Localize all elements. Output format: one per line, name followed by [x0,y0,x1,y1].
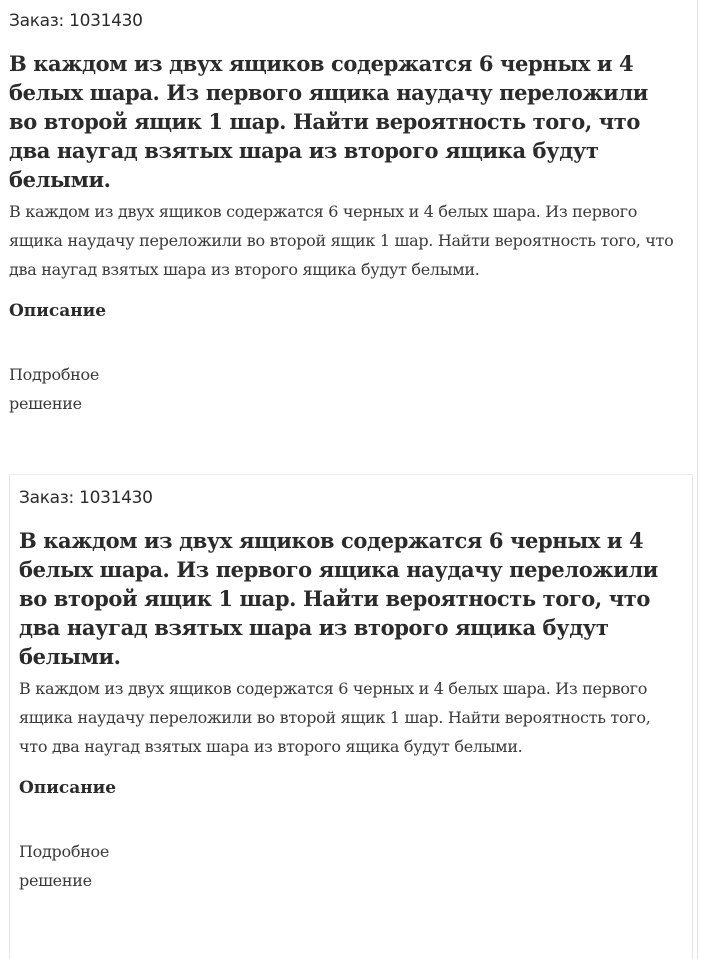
order-card [9,474,693,959]
task-title: В каждом из двух ящиков содержатся 6 черных и 4 белых шара. Из первого ящика наудачу переложили во второй ящик 1 шар. Найти вероятность того, что два наугад взятых шара из второго ящика будут белыми. [19,528,658,669]
task-text: В каждом из двух ящиков содержатся 6 черных и 4 белых шара. Из первого ящика наудачу переложили во второй ящик 1 шар. Найти вероятность того, что два наугад взятых шара из второго ящика будут белыми. [19,679,651,756]
description-heading: Описание [9,301,107,321]
detailed-solution-link[interactable]: Подробное решение [19,842,110,890]
order-number: Заказ: 1031430 [19,488,153,508]
detailed-solution-link[interactable]: Подробное решение [9,365,100,413]
order-number: Заказ: 1031430 [9,11,143,31]
order-card [0,0,701,418]
task-text: В каждом из двух ящиков содержатся 6 черных и 4 белых шара. Из первого ящика наудачу переложили во второй ящик 1 шар. Найти вероятность того, что два наугад взятых шара из второго ящика будут белыми. [9,202,674,279]
description-heading: Описание [19,778,117,798]
task-title: В каждом из двух ящиков содержатся 6 черных и 4 белых шара. Из первого ящика наудачу переложили во второй ящик 1 шар. Найти вероятность того, что два наугад взятых шара из второго ящика будут белыми. [9,51,648,192]
